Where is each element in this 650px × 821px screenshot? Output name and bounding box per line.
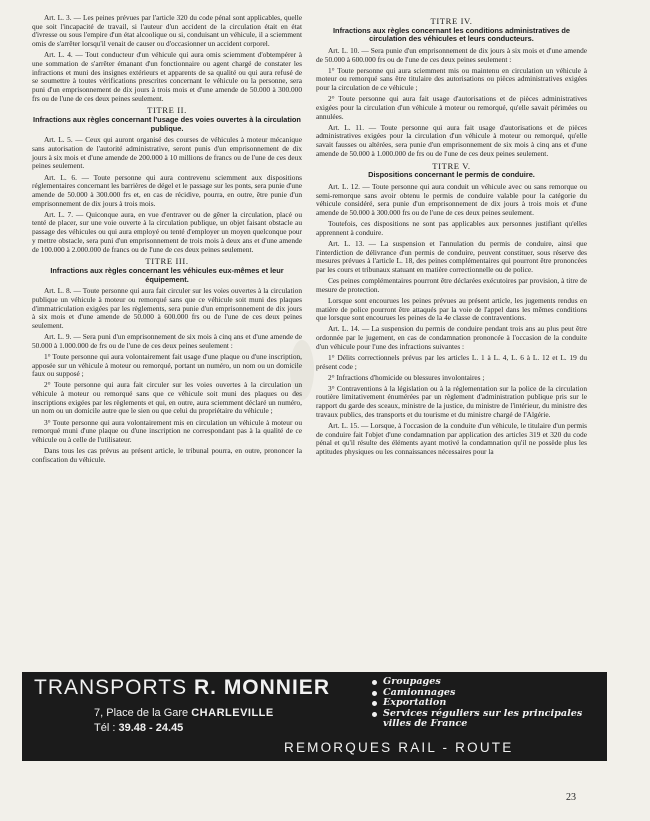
article-paragraph: Art. L. 10. — Sera punie d'un emprisonnement de dix jours à six mois et d'une amende de 50.000 à 600.000 frs ou de l'une de ces deux peines seulement : xyxy=(316,45,587,64)
tel-numbers: 39.48 - 24.45 xyxy=(118,722,184,734)
article-paragraph: 1° Toute personne qui aura sciemment mis ou maintenu en circulation un véhicule à moteur ou remorqué sans être titulaire des autorisations ou pièces administratives exigées pour la circulation de ce véhicule ; xyxy=(316,65,587,93)
article-paragraph: 2° Toute personne qui aura fait usage d'autorisations et de pièces administratives exigées pour la circulation d'un véhicule à moteur ou remorqué, qu'elle savait périmées ou annulées. xyxy=(316,94,587,121)
company-address xyxy=(94,707,274,719)
service-item xyxy=(372,709,604,730)
article-paragraph: 1° Délits correctionnels prévus par les articles L. 1 à L. 4, L. 6 à L. 12 et L. 19 du présent code ; xyxy=(316,352,587,371)
section-subtitle: Dispositions concernant le permis de conduire. xyxy=(368,170,535,180)
section-title: TITRE II. xyxy=(147,105,187,116)
article-paragraph: Ces peines complémentaires pourront être déclarées exécutoires par provision, à titre de mesure de protection. xyxy=(316,276,587,294)
company-telephone xyxy=(94,722,183,734)
article-paragraph: Lorsque sont encourues les peines prévues au présent article, les jugements rendus en matière de police pourront être attaqués par la voie de l'appel dans les mêmes conditions que lorsque sont encourues les peines de la 4e classe de contraventions. xyxy=(316,295,587,323)
company-name xyxy=(34,676,330,700)
section-subtitle: Infractions aux règles concernant l'usage des voies ouvertes à la circulation publique. xyxy=(33,115,301,133)
services-list xyxy=(372,677,604,730)
article-paragraph: 2° Infractions d'homicide ou blessures involontaires ; xyxy=(328,372,485,382)
article-paragraph: 3° Contraventions à la législation ou à la réglementation sur la police de la circulation routière limitativement énumérées par un règlement d'administration publique pris sur le rapport du garde des sceaux, ministre de la justice, du ministre de l'intérieur, du ministre des travaux publics, des transports et du tourisme et du ministre chargé de l'Algérie. xyxy=(316,383,587,419)
article-paragraph: Art. L. 8. — Toute personne qui aura fait circuler sur les voies ouvertes à la circulation publique un véhicule à moteur ou remorqué sans que ce véhicule soit muni des plaques d'immatriculation exigées par les règlements, sera punie d'un emprisonnement de dix jours à six mois et d'une amende de 50.000 à 600.000 frs ou de l'une de ces deux peines seulement. xyxy=(32,286,302,330)
article-paragraph: Art. L. 15. — Lorsque, à l'occasion de la conduite d'un véhicule, le titulaire d'un permis de conduire fait l'objet d'une condamnation par application des articles 319 et 320 du code pénal et qu'il résulte des éléments ayant motivé la condamnation qu'il ne possède plus les aptitudes physiques ou les connaissances nécessaires pour la xyxy=(316,420,587,456)
section-title: TITRE V. xyxy=(432,160,471,171)
article-paragraph: Art. L. 4. — Tout conducteur d'un véhicule qui aura omis sciemment d'obtempérer à une sommation de s'arrêter émanant d'un fonctionnaire ou agent chargé de constater les infractions et muni des insignes extérieurs et apparents de sa qualité ou qui aura refusé de se soumettre à toutes vérifications prescrites concernant le véhicule ou la personne, sera puni d'un emprisonnement de dix jours à trois mois et d'une amende de 50.000 à 300.000 frs ou de l'une de ces deux peines seulement. xyxy=(32,50,302,103)
service-label: Services réguliers sur les principales villes de France xyxy=(383,707,583,730)
article-paragraph: Art. L. 11. — Toute personne qui aura fait usage d'autorisations et de pièces administratives exigées pour la circulation d'un véhicule à moteur ou remorqué, qu'elle savait fausses ou altérées, sera punie d'un emprisonnement de six mois à cinq ans et d'une amende de 50.000 à 1.000.000 de frs ou de l'une de ces deux peines seulement. xyxy=(316,122,587,158)
article-paragraph: Art. L. 13. — La suspension et l'annulation du permis de conduire, ainsi que l'interdiction de délivrance d'un permis de conduire, peuvent constituer, sous réserve des mesures prévues à l'article L. 18, des peines complémentaires qui pourront être prononcées par les cours et tribunaux statuant en matière correctionnelle ou de police. xyxy=(316,238,587,274)
article-paragraph: Art. L. 3. — Les peines prévues par l'article 320 du code pénal sont applicables, quelle que soit l'incapacité de travail, si l'auteur d'un accident de la circulation était en état d'ivresse ou sous l'empire d'un état alcoolique ou si, conduisant un véhicule, il a sciemment omis de s'arrêter lorsqu'il venait de causer ou d'occasionner un accident corporel. xyxy=(32,13,302,49)
address-street: 7, Place de la Gare xyxy=(94,707,189,719)
tel-label: Tél : xyxy=(94,722,116,734)
article-paragraph: 2° Toute personne qui aura fait circuler sur les voies ouvertes à la circulation un véhicule à moteur ou remorqué sans que ce véhicule soit muni des plaques ou des inscriptions exigées par les règlements et qui, en outre, aura sciemment déclaré un numéro, un nom ou un domicile autre que le sien ou que celui du propriétaire du véhicule ; xyxy=(32,380,302,416)
section-title: TITRE IV. xyxy=(430,16,473,26)
article-paragraph: 1° Toute personne qui aura volontairement fait usage d'une plaque ou d'une inscription, apposée sur un véhicule à moteur ou remorqué, portant un numéro, un nom ou un domicile faux ou supposé ; xyxy=(32,351,302,379)
address-city: CHARLEVILLE xyxy=(191,707,274,719)
service-label: Groupages xyxy=(383,676,441,687)
company-name-main: R. MONNIER xyxy=(193,676,330,699)
bullet-icon xyxy=(372,691,377,696)
article-paragraph: Art. L. 9. — Sera puni d'un emprisonnement de six mois à cinq ans et d'une amende de 50.000 à 1.000.000 de frs ou de l'une de ces deux peines seulement : xyxy=(32,332,302,350)
page-number: 23 xyxy=(566,792,576,803)
left-column xyxy=(32,14,302,467)
transport-advertisement xyxy=(22,672,607,761)
service-label: Camionnages xyxy=(383,686,456,698)
rail-road-slogan: REMORQUES RAIL - ROUTE xyxy=(284,740,514,755)
article-paragraph: Art. L. 14. — La suspension du permis de conduire pendant trois ans au plus peut être ordonnée par le jugement, en cas de condamnation prononcée à l'occasion de la conduite d'un véhicule pour l'une des infractions suivantes : xyxy=(316,324,587,351)
article-paragraph: 3° Toute personne qui aura volontairement mis en circulation un véhicule à moteur ou remorqué muni d'une plaque ou d'une inscription ne correspondant pas à la qualité de ce véhicule ou à celle de l'utilisateur. xyxy=(32,417,302,444)
right-column xyxy=(316,14,587,459)
bullet-icon xyxy=(372,680,377,685)
service-label: Exportation xyxy=(383,697,447,709)
company-name-prefix: TRANSPORTS xyxy=(34,676,188,699)
article-paragraph: Art. L. 6. — Toute personne qui aura contrevenu sciemment aux dispositions réglementaires concernant les barrières de dégel et le passage sur les ponts, sera punie d'une amende de 50.000 à 300.000 frs et, en cas de récidive, pourra, en outre, être punie d'un emprisonnement de dix jours à trois mois. xyxy=(32,172,302,208)
bullet-icon xyxy=(372,712,377,717)
article-paragraph: Toutefois, ces dispositions ne sont pas applicables aux personnes justifiant qu'elles apprennent à conduire. xyxy=(316,219,587,237)
article-paragraph: Art. L. 12. — Toute personne qui aura conduit un véhicule avec ou sans remorque ou semi-remorque sans avoir obtenu le permis de conduire valable pour la catégorie du véhicule considéré, sera punie d'un emprisonnement de dix jours à trois mois et d'une amende de 50.000 à 300.000 frs ou de l'une de ces deux peines seulement. xyxy=(316,181,587,217)
section-subtitle: Infractions aux règles concernant les conditions administratives de circulation des véhicules et leurs conducteurs. xyxy=(333,25,570,44)
section-subtitle: Infractions aux règles concernant les véhicules eux-mêmes et leur équipement. xyxy=(50,265,284,284)
article-paragraph: Art. L. 5. — Ceux qui auront organisé des courses de véhicules à moteur mécanique sans autorisation de l'autorité administrative, seront punis d'un emprisonnement de dix jours à six mois et d'une amende de 200.000 à 10 millions de francs ou de l'une de ces deux peines seulement. xyxy=(32,135,302,171)
bullet-icon xyxy=(372,701,377,706)
section-title: TITRE III. xyxy=(145,256,189,267)
article-paragraph: Dans tous les cas prévus au présent article, le tribunal pourra, en outre, prononcer la confiscation du véhicule. xyxy=(32,446,302,464)
article-paragraph: Art. L. 7. — Quiconque aura, en vue d'entraver ou de gêner la circulation, placé ou tenté de placer, sur une voie ouverte à la circulation publique, un objet faisant obstacle au passage des véhicules ou qui aura employé ou tenté d'employer un moyen quelconque pour y mettre obstacle, sera puni d'un emprisonnement de trois mois à deux ans et d'une amende de 100.000 à 2.000.000 de francs ou de l'une de ces deux peines seulement. xyxy=(32,209,302,254)
